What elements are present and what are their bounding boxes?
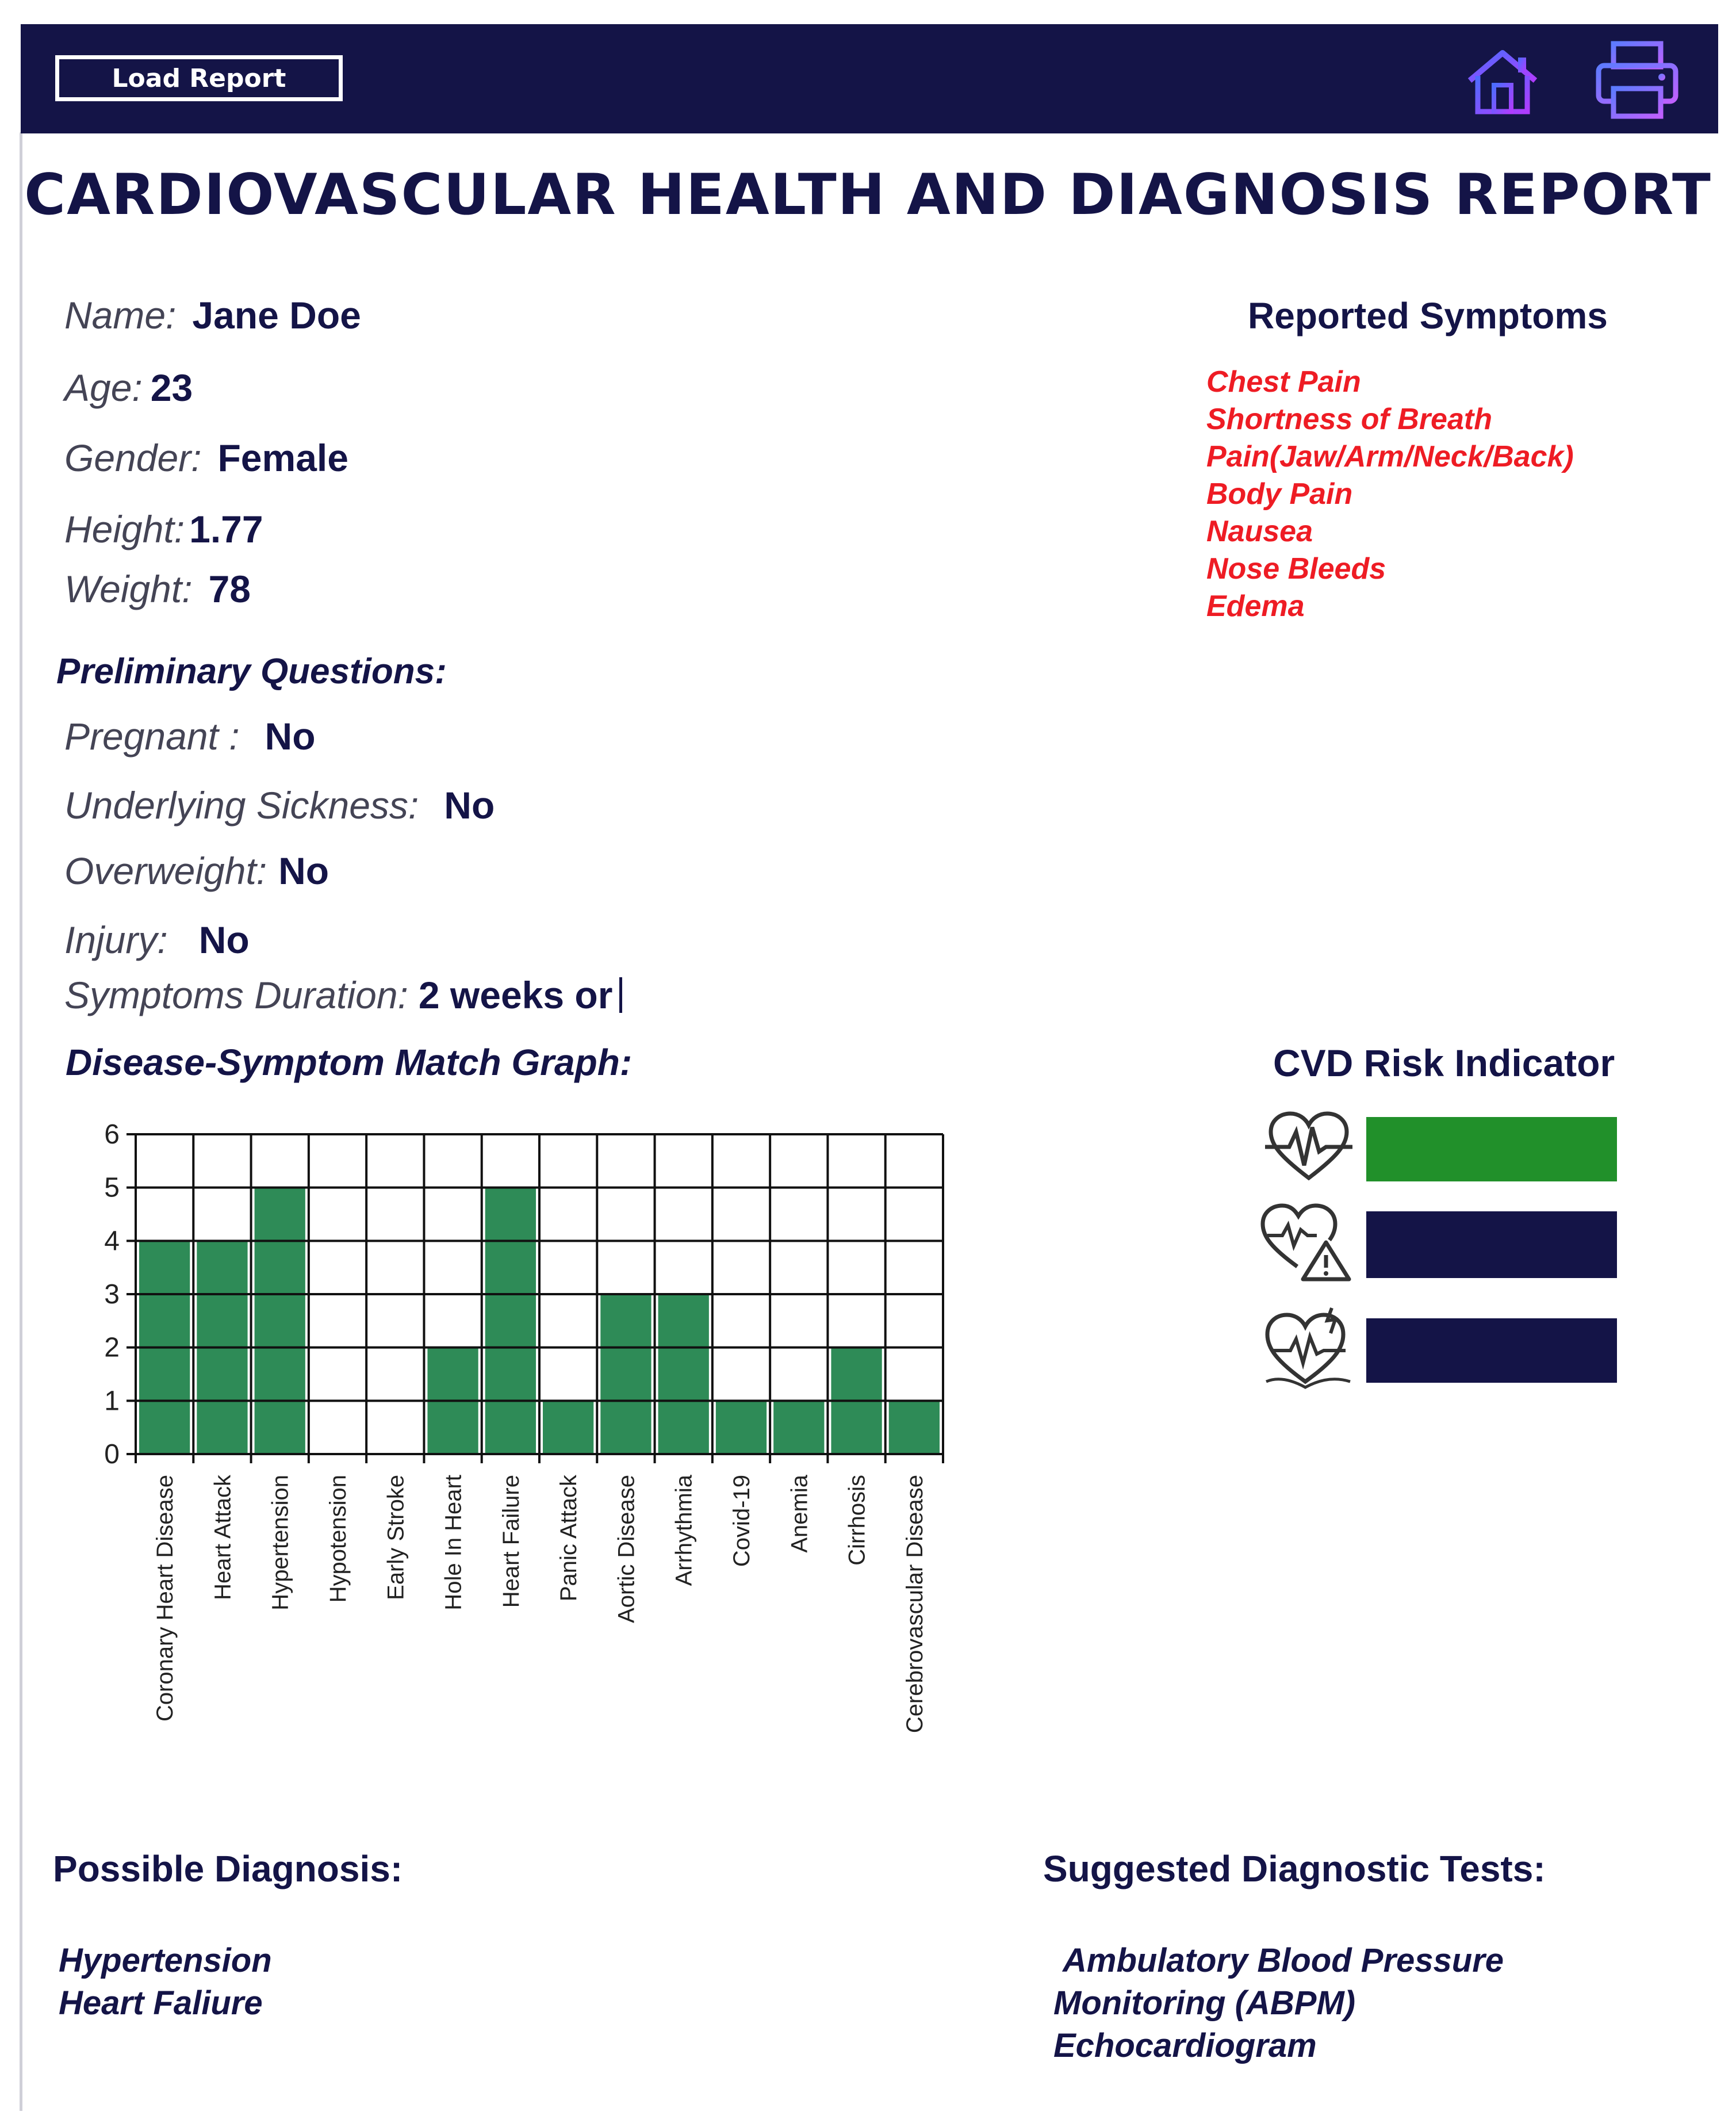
height-value: 1.77 [189,508,263,550]
chart-bar [255,1188,305,1454]
gender-value: Female [217,437,348,479]
x-tick-label: Cerebrovascular Disease [902,1475,928,1734]
test-item: Monitoring (ABPM) [1053,1984,1356,2022]
x-tick-label: Hole In Heart [440,1475,466,1611]
x-tick-label: Hypertension [267,1475,293,1611]
risk-heading: CVD Risk Indicator [1273,1042,1615,1084]
height-label: Height: [64,508,185,550]
y-tick-label: 0 [104,1439,120,1470]
chart-bar [658,1294,709,1454]
risk-bar-medium [1366,1211,1617,1278]
x-tick-label: Heart Attack [210,1475,236,1600]
duration-value: 2 weeks or [418,974,613,1016]
gender-label: Gender: [64,437,202,479]
age-label: Age: [64,366,143,409]
overweight-label: Overweight: [64,850,267,892]
duration-label: Symptoms Duration: [64,974,408,1016]
x-tick-label: Arrhythmia [671,1475,697,1586]
y-tick-label: 6 [104,1119,120,1150]
symptom-item: Edema [1206,590,1305,623]
x-tick-label: Cirrhosis [844,1475,870,1566]
chart-bar [773,1401,824,1454]
diagnosis-item: Hypertension [59,1942,272,1979]
pregnant-value: No [265,715,316,758]
x-tick-label: Hypotension [325,1475,351,1603]
risk-bar-high [1366,1318,1617,1383]
name-label: Name: [64,294,177,336]
injury-label: Injury: [64,919,168,961]
test-item: Ambulatory Blood Pressure [1063,1942,1504,1979]
test-item: Echocardiogram [1053,2027,1317,2064]
chart-bar [716,1401,767,1454]
chart-bar [485,1188,536,1454]
x-tick-label: Aortic Disease [614,1475,639,1623]
diagnosis-item: Heart Faliure [59,1984,263,2022]
x-tick-label: Covid-19 [729,1475,754,1567]
injury-value: No [198,919,250,961]
x-tick-label: Anemia [787,1475,813,1553]
chart-bar [889,1401,940,1454]
underlying-label: Underlying Sickness: [64,784,419,827]
weight-value: 78 [208,568,251,610]
y-tick-label: 5 [104,1172,120,1203]
y-tick-label: 2 [104,1332,120,1363]
symptom-item: Nose Bleeds [1206,552,1386,586]
graph-heading: Disease-Symptom Match Graph: [66,1042,633,1083]
pregnant-label: Pregnant : [64,715,240,758]
heart-warning-icon [1257,1202,1355,1283]
load-report-button[interactable]: Load Report [55,55,343,101]
chart-bar [543,1401,593,1454]
weight-label: Weight: [64,568,193,610]
x-tick-label: Early Stroke [383,1475,409,1600]
symptom-item: Pain(Jaw/Arm/Neck/Back) [1206,440,1574,473]
diagnosis-list [59,1940,272,2025]
name-value: Jane Doe [192,294,361,336]
preliminary-heading: Preliminary Questions: [56,652,447,691]
symptom-item: Shortness of Breath [1206,403,1492,436]
tests-heading: Suggested Diagnostic Tests: [1043,1848,1546,1889]
symptoms-heading: Reported Symptoms [1248,295,1608,336]
symptom-item: Chest Pain [1206,365,1361,399]
chart-bar [600,1294,651,1454]
diagnosis-heading: Possible Diagnosis: [53,1848,403,1889]
risk-bar-low [1366,1117,1617,1181]
y-tick-label: 3 [104,1279,120,1310]
report-title: CARDIOVASCULAR HEALTH AND DIAGNOSIS REPORT [24,162,1712,228]
underlying-value: No [444,784,495,827]
x-tick-label: Coronary Heart Disease [152,1475,178,1722]
tests-list [1053,1940,1504,2067]
y-tick-label: 4 [104,1226,120,1257]
age-value: 23 [150,366,193,409]
x-tick-label: Panic Attack [556,1475,582,1602]
y-tick-label: 1 [104,1386,120,1417]
heartbeat-icon [1263,1110,1355,1185]
symptom-item: Nausea [1206,515,1313,548]
heart-attack-icon [1259,1306,1357,1392]
overweight-value: No [278,850,329,892]
x-tick-label: Heart Failure [498,1475,524,1608]
symptom-item: Body Pain [1206,477,1353,511]
